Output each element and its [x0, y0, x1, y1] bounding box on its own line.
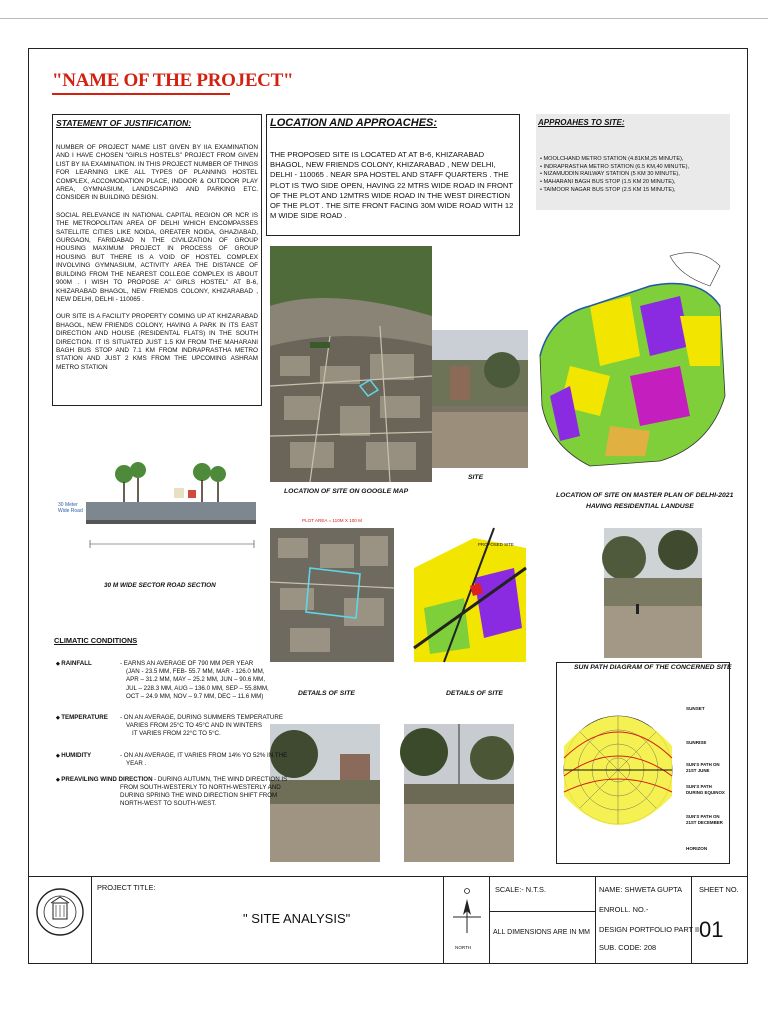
- master-plan-caption-1: LOCATION OF SITE ON MASTER PLAN OF DELHI-2021: [556, 492, 734, 499]
- tb-divider: [595, 877, 596, 963]
- project-title: "NAME OF THE PROJECT": [52, 70, 294, 91]
- title-block: [28, 876, 748, 964]
- climate-line: NORTH-WEST TO SOUTH-WEST.: [120, 800, 217, 808]
- climate-label: ◆ HUMIDITY: [56, 752, 91, 760]
- institute-seal: [35, 887, 85, 937]
- details-caption-2: DETAILS OF SITE: [446, 690, 503, 697]
- site-photo: [432, 330, 528, 468]
- sheet-number-label: SHEET NO.: [699, 885, 739, 894]
- road-width-label: 30 Meter Wide Road: [58, 502, 83, 514]
- dimensions-note: ALL DIMENSIONS ARE IN MM: [493, 929, 590, 936]
- climate-value: [120, 752, 332, 768]
- plot-area-label: PLOT AREA = 110M X 100 M: [302, 518, 362, 523]
- climate-line: - ON AN AVERAGE, DURING SUMMERS TEMPERATURE: [120, 714, 283, 721]
- site-detail-map-2: [414, 528, 526, 662]
- tb-divider: [489, 877, 490, 963]
- climate-value: [120, 660, 332, 701]
- justification-para-3: OUR SITE IS A FACILITY PROPERTY COMING UP AT KHIZARABAD BHAGOL, NEW FRIENDS COLONY, HAVING A PARK IN ITS EAST DIRECTION AND HOUSE (RESIDENTAL FLATS) IN THE SOUTH DIRECTION. IT IS SITUATED JUST 1.5 KM FROM THE MAHARANI BAGH BUS STOP AND 7.1 KM FROM INDRAPRASTHA METRO STATION AND JUST 2 KMS FROM THE UPCOMING ASHRAM METRO STATION: [56, 313, 258, 371]
- climate-wind: [56, 776, 336, 812]
- tb-divider: [489, 911, 595, 912]
- justification-heading: STATEMENT OF JUSTIFICATION:: [56, 118, 192, 128]
- site-detail-map-1: [270, 528, 394, 662]
- details-caption-1: DETAILS OF SITE: [298, 690, 355, 697]
- site-photo-4: [404, 724, 514, 862]
- justification-para-2: SOCIAL RELEVANCE IN NATIONAL CAPITAL REGION OR NCR IS THE METROPOLITAN AREA OF DELHI WHICH ENCOMPASSES SATELLITE CITIES LIKE NOIDA, GREATER NOIDA, GHAZIABAD, GURGAON, FARIDABAD N THE CIVILIZATION OF GROUP HOUSING MAXIMUM PROJECT IN PROCESS OF GROUP HOUSING BUT THERE IS A VOID OF HOSTEL COMPLEX INVOLVING GYMNASIUM, ACTIVITY AREA THE DISTANCE OF BUILDING FROM THE NEAREST COLLEGE COMPLEX IS ABOUT 900M . I WISH TO PROPOSE A" GIRLS HOSTEL" AT B-6, KHIZARABAD BHAGOL, NEW FRIENDS COLONY, KHIZARABAD , NEW DELHI, DELHI - 110065 .: [56, 211, 258, 303]
- approach-item: • MAHARANI BAGH BUS STOP (1.5 KM 20 MINUTE),: [540, 179, 730, 187]
- enroll-number: ENROLL. NO.-: [599, 905, 649, 914]
- climate-rainfall: [56, 660, 336, 706]
- sun-path-caption: SUN PATH DIAGRAM OF THE CONCERNED SITE: [574, 664, 732, 671]
- sun-label-equinox: SUN'S PATH DURING EQUINOX: [686, 784, 725, 795]
- approach-item: • MOOLCHAND METRO STATION (4.81KM,25 MINUTE),: [540, 156, 730, 164]
- climate-line: DURING SPRING THE WIND DIRECTION SHIFT FROM: [120, 792, 278, 800]
- scale-label: SCALE:- N.T.S.: [495, 885, 546, 894]
- sun-label-sunrise: SUNRISE: [686, 740, 707, 745]
- approach-item: • TAIMOOR NAGAR BUS STOP (2.5 KM 15 MINUTE),: [540, 187, 730, 195]
- sun-path-diagram: [560, 676, 676, 860]
- site-caption: SITE: [468, 474, 484, 481]
- climate-line: FROM SOUTH-WESTERLY TO NORTH-WESTERLY AND: [120, 784, 281, 791]
- climate-value: [120, 776, 332, 809]
- top-rule: [0, 18, 768, 19]
- master-plan-caption-2: HAVING RESIDENTIAL LANDUSE: [586, 503, 694, 510]
- justification-text: [56, 144, 258, 371]
- location-text: THE PROPOSED SITE IS LOCATED AT AT B-6, KHIZARABAD BHAGOL, NEW FRIENDS COLONY, KHIZARABAD , NEW DELHI, DELHI - 110065 . NEAR SPA HOSTEL AND STAFF QUARTERS . THE PLOT IS TWO SIDE OPEN, HAVING 22 MTRS WIDE ROAD IN FRONT OF THE PLOT AND 12MTRS WIDE ROAD IN THE WEST DIRECTION OF THE PLOT . THE SITE FRONT FACING 30M WIDE ROAD WITH 12 M WIDE SIDE ROAD .: [270, 150, 514, 221]
- title-underline: [52, 93, 230, 95]
- justification-para-1: NUMBER OF PROJECT NAME LIST GIVEN BY IIA EXAMINATION AND I HAVE CHOSEN "GIRLS HOSTELS" PROJECT FROM GIVEN LIST BY IIA EXAMINATION. IN THIS PROJECT NUMBER OF THINGS FOR LEARNING LIKE ALL TYPES OF PLANNING HOSTEL COMPLEX, ACCOMODATION PLACE, INDOOR & OUTDOOR PLAY AREA, GYMNASIUM, LANDSCAPING AND PARKING ETC. CONSIDER IN BUILDING DESIGN.: [56, 144, 258, 202]
- road-section-caption: 30 M WIDE SECTOR ROAD SECTION: [104, 582, 216, 589]
- climate-humidity: [56, 752, 336, 770]
- climate-heading: CLIMATIC CONDITIONS: [54, 636, 138, 645]
- climate-label: ◆ RAINFALL: [56, 660, 92, 668]
- climate-line: - EARNS AN AVERAGE OF 790 MM PER YEAR: [120, 660, 254, 667]
- site-photo-2: [604, 528, 702, 658]
- sun-label-horizon: HORIZON: [686, 846, 708, 851]
- climate-temperature: [56, 714, 336, 740]
- sub-code: SUB. CODE: 208: [599, 943, 657, 952]
- sheet-number: 01: [699, 917, 724, 942]
- climate-label: ◆ PREAVILING WIND DIRECTION: [56, 776, 153, 784]
- climate-line: OCT – 24.9 MM, NOV – 9.7 MM, DEC – 11.6 MM): [126, 692, 264, 700]
- climate-line: YEAR .: [126, 760, 147, 768]
- master-plan-image: [530, 246, 730, 484]
- approach-item: • INDRAPRASTHA METRO STATION (6.5 KM,40 MINUTE),: [540, 164, 730, 172]
- sheet-project-title: " SITE ANALYSIS": [243, 911, 351, 926]
- climate-value: [120, 714, 332, 739]
- google-map-caption: LOCATION OF SITE ON GOOGLE MAP: [284, 488, 409, 495]
- road-section-drawing: [56, 432, 262, 564]
- project-title-label: PROJECT TITLE:: [97, 883, 156, 892]
- sun-label-june: SUN'S PATH ON 21ST JUNE: [686, 762, 720, 773]
- google-map-image: [270, 246, 432, 482]
- north-arrow-icon: [451, 887, 483, 947]
- north-label: NORTH: [455, 945, 472, 950]
- climate-line: IT VARIES FROM 22°C TO 5°C.: [132, 730, 221, 738]
- approaches-list: [540, 156, 730, 195]
- location-heading: LOCATION AND APPROACHES:: [270, 117, 438, 129]
- proposed-site-label: PROPOSED SITE: [478, 542, 514, 547]
- approach-item: • NIZAMUDDIN RAILWAY STATION (5 KM 30 MINUTE),: [540, 171, 730, 179]
- climate-line: - ON AN AVERAGE, IT VARIES FROM 14% YO 52% IN THE: [120, 752, 288, 759]
- climate-line: VARIES FROM 25°C TO 45°C AND IN WINTERS: [126, 722, 262, 730]
- sun-label-december: SUN'S PATH ON 21ST DECEMBER: [686, 814, 723, 825]
- tb-divider: [443, 877, 444, 963]
- climate-line: APR – 31.2 MM, MAY – 25.2 MM, JUN – 90.6 MM,: [126, 676, 266, 684]
- sun-label-sunset: SUNSET: [686, 706, 705, 711]
- student-name: NAME: SHWETA GUPTA: [599, 885, 683, 894]
- climate-line: (JAN - 23.5 MM, FEB- 55.7 MM, MAR - 126.0 MM,: [126, 668, 265, 676]
- tb-divider: [91, 877, 92, 963]
- portfolio-label: DESIGN PORTFOLIO PART II: [599, 925, 700, 934]
- climate-label: ◆ TEMPERATURE: [56, 714, 108, 722]
- approaches-heading: APPROAHES TO SITE:: [538, 118, 625, 127]
- tb-divider: [691, 877, 692, 963]
- climate-line: JUL – 228.3 MM, AUG – 136.0 MM, SEP – 55.8MM,: [126, 684, 269, 692]
- climate-line: - DURING AUTUMN, THE WIND DIRECTION IS: [154, 776, 288, 783]
